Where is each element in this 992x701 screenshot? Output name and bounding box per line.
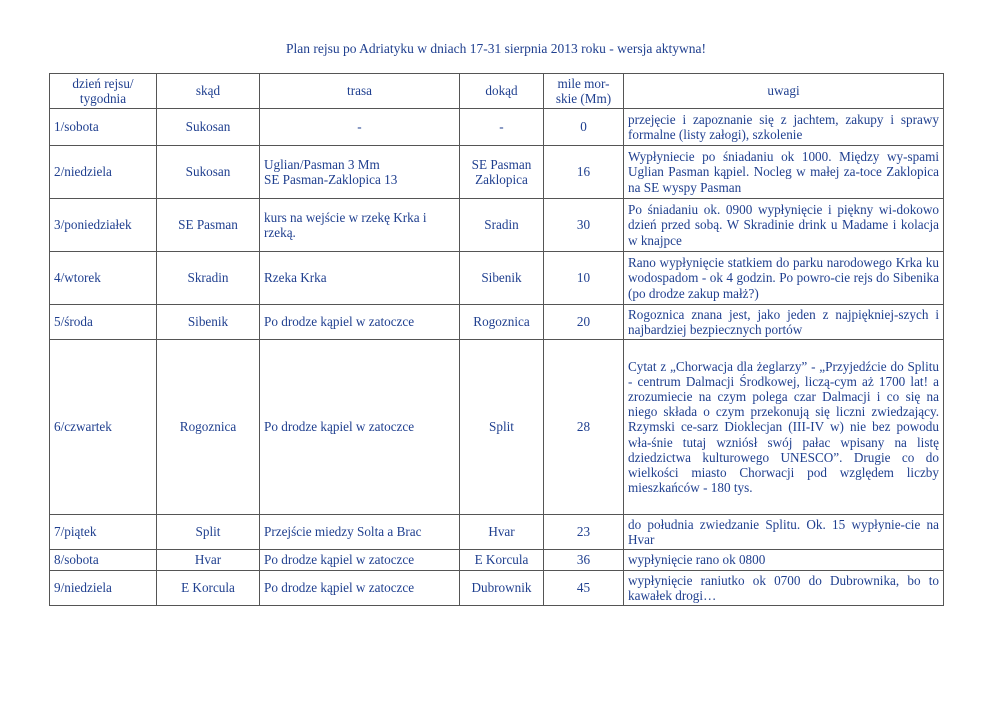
- cell-notes: Rano wypłynięcie statkiem do parku narodowego Krka ku wodospadom - ok 4 godzin. Po powro-cie rejs do Sibenika (po drodze zakup małż?): [624, 252, 944, 305]
- cell-to: Dubrownik: [460, 571, 544, 606]
- table-row: [50, 550, 944, 571]
- table-row: [50, 109, 944, 146]
- cell-to: E Korcula: [460, 550, 544, 571]
- cell-day: 4/wtorek: [50, 252, 157, 305]
- table-row: [50, 252, 944, 305]
- header-miles: mile mor-skie (Mm): [544, 74, 624, 109]
- cell-route: Po drodze kąpiel w zatoczce: [260, 305, 460, 340]
- table-row: [50, 515, 944, 550]
- header-from: skąd: [157, 74, 260, 109]
- cell-from: Sibenik: [157, 305, 260, 340]
- cell-to: Sradin: [460, 199, 544, 252]
- table-row: [50, 305, 944, 340]
- table-row: [50, 199, 944, 252]
- cell-notes: wypłynięcie raniutko ok 0700 do Dubrownika, bo to kawałek drogi…: [624, 571, 944, 606]
- cell-miles: 10: [544, 252, 624, 305]
- cell-day: 5/środa: [50, 305, 157, 340]
- page-title: Plan rejsu po Adriatyku w dniach 17-31 sierpnia 2013 roku - wersja aktywna!: [286, 41, 706, 56]
- itinerary-table: [49, 73, 944, 606]
- cell-day: 6/czwartek: [50, 340, 157, 515]
- cell-day: 3/poniedziałek: [50, 199, 157, 252]
- cell-miles: 28: [544, 340, 624, 515]
- cell-from: Skradin: [157, 252, 260, 305]
- table-header-row: [50, 74, 944, 109]
- cell-miles: 0: [544, 109, 624, 146]
- cell-notes: przejęcie i zapoznanie się z jachtem, zakupy i sprawy formalne (listy załogi), szkolenie: [624, 109, 944, 146]
- cell-route: -: [260, 109, 460, 146]
- cell-from: Rogoznica: [157, 340, 260, 515]
- cell-route: Rzeka Krka: [260, 252, 460, 305]
- cell-from: Hvar: [157, 550, 260, 571]
- table-row: [50, 340, 944, 515]
- cell-from: SE Pasman: [157, 199, 260, 252]
- table-row: [50, 146, 944, 199]
- cell-to: Hvar: [460, 515, 544, 550]
- cell-from: Split: [157, 515, 260, 550]
- cell-day: 8/sobota: [50, 550, 157, 571]
- cell-to: Sibenik: [460, 252, 544, 305]
- cell-notes: do południa zwiedzanie Splitu. Ok. 15 wypłynie-cie na Hvar: [624, 515, 944, 550]
- cell-to: Rogoznica: [460, 305, 544, 340]
- cell-notes: Cytat z „Chorwacja dla żeglarzy” - „Przyjedźcie do Splitu - centrum Dalmacji Środkowej, liczą-cym aż 1700 lat! a zrozumiecie na czym polega czar Dalmacji i co się na niego składa o czym przekonują się liczni zwiedzający. Rzymski ce-sarz Dioklecjan (III-IV w) nie bez powodu wła-śnie tutaj wzniósł swój pałac wpisany na listę dziedzictwa kulturowego UNESCO”. Drugie co do wielkości miasto Chorwacji pod względem liczby mieszkańców - 180 tys.: [624, 340, 944, 515]
- cell-route: Przejście miedzy Solta a Brac: [260, 515, 460, 550]
- cell-route: Po drodze kąpiel w zatoczce: [260, 571, 460, 606]
- cell-day: 1/sobota: [50, 109, 157, 146]
- cell-miles: 23: [544, 515, 624, 550]
- cell-from: E Korcula: [157, 571, 260, 606]
- cell-route: Po drodze kąpiel w zatoczce: [260, 340, 460, 515]
- header-to: dokąd: [460, 74, 544, 109]
- cell-miles: 30: [544, 199, 624, 252]
- table-row: [50, 571, 944, 606]
- cell-day: 2/niedziela: [50, 146, 157, 199]
- cell-miles: 45: [544, 571, 624, 606]
- cell-notes: Rogoznica znana jest, jako jeden z najpiękniej-szych i najbardziej bezpiecznych portów: [624, 305, 944, 340]
- cell-route: Uglian/Pasman 3 Mm SE Pasman-Zaklopica 13: [260, 146, 460, 199]
- cell-miles: 20: [544, 305, 624, 340]
- cell-miles: 36: [544, 550, 624, 571]
- header-notes: uwagi: [624, 74, 944, 109]
- header-day: dzień rejsu/ tygodnia: [50, 74, 157, 109]
- header-route: trasa: [260, 74, 460, 109]
- cell-to: Split: [460, 340, 544, 515]
- cell-notes: wypłynięcie rano ok 0800: [624, 550, 944, 571]
- cell-day: 9/niedziela: [50, 571, 157, 606]
- cell-to: -: [460, 109, 544, 146]
- cell-from: Sukosan: [157, 109, 260, 146]
- cell-to: SE Pasman Zaklopica: [460, 146, 544, 199]
- cell-day: 7/piątek: [50, 515, 157, 550]
- cell-miles: 16: [544, 146, 624, 199]
- cell-notes: Po śniadaniu ok. 0900 wypłynięcie i piękny wi-dokowo dzień przed sobą. W Skradinie drink u Madame i kolacja w knajpce: [624, 199, 944, 252]
- cell-route: Po drodze kąpiel w zatoczce: [260, 550, 460, 571]
- cell-notes: Wypłyniecie po śniadaniu ok 1000. Między wy-spami Uglian Pasman kąpiel. Nocleg w małej za-toce Zaklopica na SE wyspy Pasman: [624, 146, 944, 199]
- cell-from: Sukosan: [157, 146, 260, 199]
- cell-route: kurs na wejście w rzekę Krka i rzeką.: [260, 199, 460, 252]
